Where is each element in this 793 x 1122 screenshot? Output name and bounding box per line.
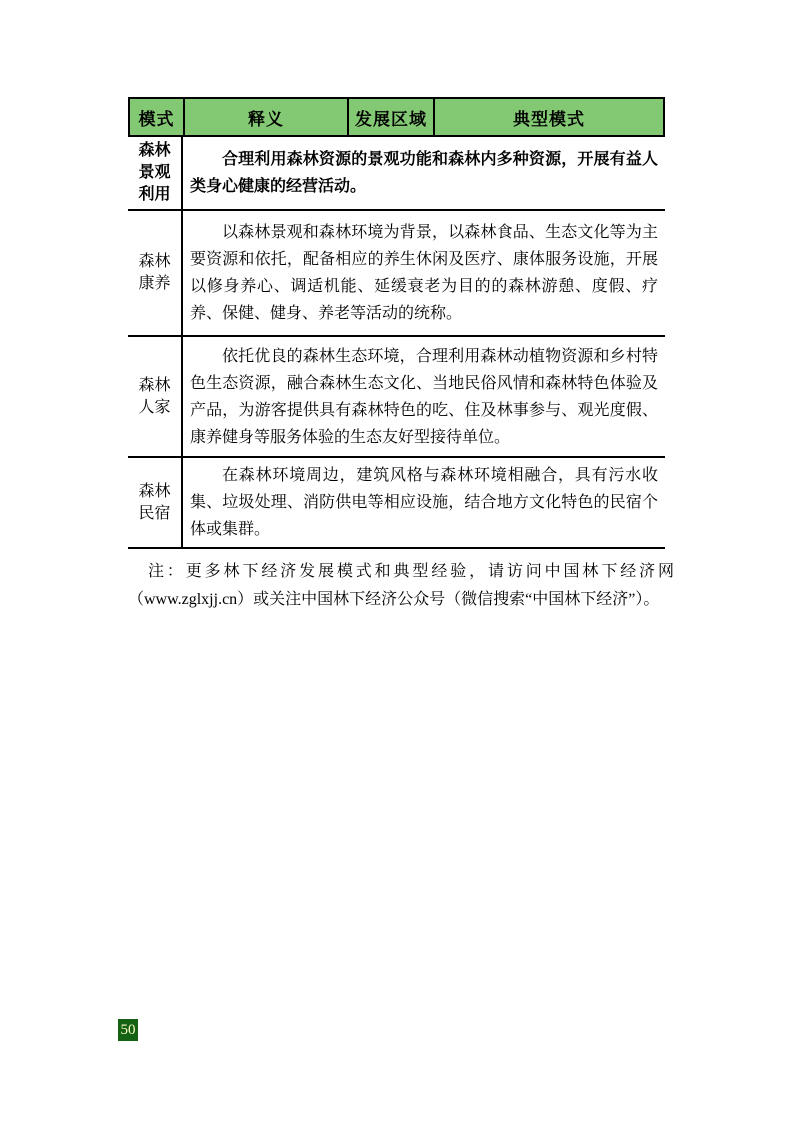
mode-cell xyxy=(128,211,183,335)
mode-cell xyxy=(128,337,183,456)
description-text: 合理利用森林资源的景观功能和森林内多种资源，开展有益人类身心健康的经营活动。 xyxy=(190,151,658,195)
table-header-row xyxy=(128,97,665,137)
footnote-line-2: （www.zglxjj.cn）或关注中国林下经济公众号（微信搜索“中国林下经济”）。 xyxy=(128,591,660,608)
description-text: 依托优良的森林生态环境，合理利用森林动植物资源和乡村特色生态资源，融合森林生态文化、当地民俗风情和森林特色体验及产品，为游客提供具有森林特色的吃、住及林事参与、观光度假、康养健身等服务体验的生态友好型接待单位。 xyxy=(190,347,658,446)
header-cell-region: 发展区域 xyxy=(349,99,435,135)
mode-cell xyxy=(128,458,183,547)
page-number-badge: 50 xyxy=(118,1019,138,1041)
description-cell xyxy=(183,211,665,335)
mode-label: 森林民宿 xyxy=(138,482,171,522)
footnote-line-1: 注：更多林下经济发展模式和典型经验，请访问中国林下经济网 xyxy=(148,563,674,580)
table-row-forest-wellness xyxy=(128,211,665,337)
mode-label: 森林康养 xyxy=(138,253,171,292)
footnote xyxy=(128,558,674,614)
header-cell-typical-mode: 典型模式 xyxy=(513,109,585,129)
description-cell xyxy=(183,137,665,209)
mode-label: 森林人家 xyxy=(138,376,171,416)
description-text: 在森林环境周边，建筑风格与森林环境相融合，具有污水收集、垃圾处理、消防供电等相应设施，结合地方文化特色的民宿个体或集群。 xyxy=(190,467,658,538)
header-cell-definition: 释义 xyxy=(185,99,349,135)
header-cell-mode: 模式 xyxy=(130,99,185,135)
description-cell xyxy=(183,458,665,547)
description-text: 以森林景观和森林环境为背景，以森林食品、生态文化等为主要资源和依托，配备相应的养生休闲及医疗、康体服务设施，开展以修身养心、调适机能、延缓衰老为目的的森林游憩、度假、疗养、保健、健身、养老等活动的统称。 xyxy=(190,224,658,322)
mode-label: 森林景观利用 xyxy=(138,142,171,203)
table-row-forest-lodging xyxy=(128,458,665,549)
table-row-forest-landscape xyxy=(128,137,665,211)
description-cell xyxy=(183,337,665,456)
table-row-forest-home xyxy=(128,337,665,458)
forest-economy-table xyxy=(128,97,665,549)
mode-cell xyxy=(128,137,183,209)
